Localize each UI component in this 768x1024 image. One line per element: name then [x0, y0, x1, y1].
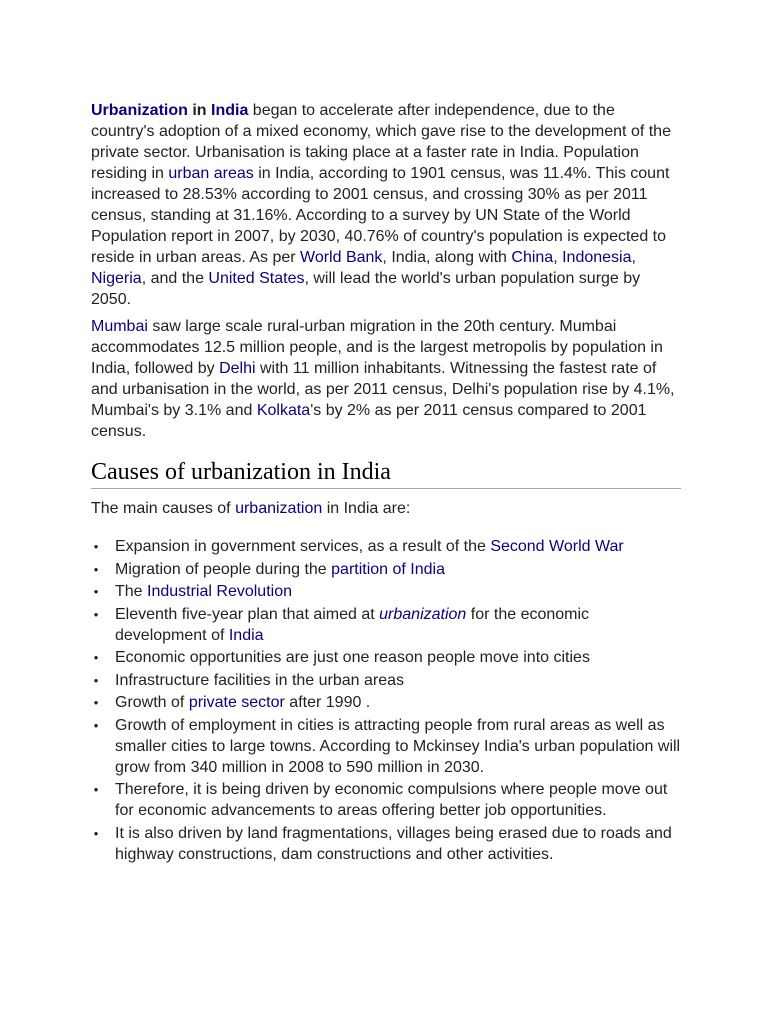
text-separator: ,	[631, 249, 636, 266]
list-item	[91, 559, 681, 580]
link-urbanization-italic[interactable]: urbanization	[379, 605, 467, 623]
paragraph-migration	[91, 316, 681, 442]
list-item-text: Expansion in government services, as a result of the	[115, 538, 491, 555]
text-segment: in India, according to 1901 census, was 11.4%. This count increased to 28.53% according to 2001 census, and crossing 30% as per 2011 census, standing at 31.16%. According to a survey by UN State of the World Population report in 2007, by 2030, 40.76% of country's population is expected to reside in urban areas. As per	[91, 165, 670, 266]
bullet-icon	[91, 604, 101, 625]
link-delhi[interactable]: Delhi	[219, 360, 256, 377]
causes-list	[91, 536, 681, 865]
link-indonesia[interactable]: Indonesia	[562, 249, 632, 266]
text-segment: , and the	[141, 270, 209, 287]
list-item-text: It is also driven by land fragmentations, villages being erased due to roads and highway constructions, dam constructions and other activities.	[115, 824, 672, 863]
list-item-text: Eleventh five-year plan that aimed at	[115, 605, 380, 623]
list-item	[91, 779, 681, 821]
text-segment: The main causes of	[91, 500, 236, 517]
bullet-icon	[91, 779, 101, 800]
text-segment: saw large scale rural-urban migration in the 20th century. Mumbai accommodates 12.5 million people, and is the largest metropolis by population in India, followed by	[91, 318, 663, 377]
list-item-text: after 1990 .	[284, 694, 371, 711]
link-india-list[interactable]: India	[228, 626, 264, 644]
bullet-icon	[91, 581, 101, 602]
list-item	[91, 581, 681, 602]
link-private-sector[interactable]: private sector	[188, 694, 285, 711]
link-nigeria[interactable]: Nigeria	[91, 270, 142, 287]
link-partition-of-india[interactable]: partition of India	[331, 560, 445, 578]
text-segment: , will lead the world's urban population surge by 2050.	[91, 270, 641, 308]
link-united-states[interactable]: United States	[208, 270, 305, 287]
bullet-icon	[91, 715, 101, 736]
bullet-icon	[91, 536, 101, 557]
text-segment: with 11 million inhabitants. Witnessing the fastest rate of and urbanisation in the world, as per 2011 census, Delhi's population rise by 4.1%, Mumbai's by 3.1% and	[91, 360, 675, 419]
list-item-text: Growth of employment in cities is attracting people from rural areas as well as smaller cities to large towns. According to Mckinsey India's urban population will grow from 340 million in 2008 to 590 million in 2030.	[115, 716, 681, 776]
link-kolkata[interactable]: Kolkata	[256, 402, 311, 419]
link-china[interactable]: China	[511, 249, 554, 266]
bullet-icon	[91, 559, 101, 580]
list-item-text: Growth of	[115, 694, 189, 711]
link-urbanization[interactable]: Urbanization	[91, 102, 188, 119]
link-second-world-war[interactable]: Second World War	[490, 538, 624, 555]
list-item	[91, 670, 681, 691]
paragraph-urbanization-overview	[91, 100, 681, 310]
article-body	[91, 100, 681, 866]
text-separator: ,	[553, 249, 563, 266]
list-item-text: Migration of people during the	[115, 560, 332, 578]
list-item-text: for the economic development of	[115, 605, 590, 644]
text-in: in	[187, 102, 211, 119]
list-item	[91, 647, 681, 668]
list-item	[91, 715, 681, 778]
text-segment: 's by 2% as per 2011 census compared to 2001 census.	[91, 402, 647, 440]
link-urbanization-intro[interactable]: urbanization	[235, 500, 323, 517]
link-world-bank[interactable]: World Bank	[300, 249, 383, 266]
text-segment: began to accelerate after independence, due to the country's adoption of a mixed economy, which gave rise to the development of the private sector. Urbanisation is taking place at a faster rate in India. Population residing in	[91, 102, 671, 182]
list-item-text: The	[115, 583, 148, 600]
list-item	[91, 604, 681, 646]
list-item-text: Therefore, it is being driven by economic compulsions where people move out for economic advancements to areas offering better job opportunities.	[115, 781, 668, 819]
list-item-text: Economic opportunities are just one reason people move into cities	[115, 649, 590, 666]
text-segment: , India, along with	[382, 249, 512, 266]
list-item	[91, 536, 681, 557]
section-heading: Causes of urbanization in India	[91, 458, 681, 489]
bullet-icon	[91, 823, 101, 844]
bullet-icon	[91, 647, 101, 668]
link-urban-areas[interactable]: urban areas	[168, 165, 254, 182]
link-mumbai[interactable]: Mumbai	[91, 318, 148, 335]
text-segment: in India are:	[322, 500, 411, 517]
bullet-icon	[91, 692, 101, 713]
list-item-text: Infrastructure facilities in the urban areas	[115, 671, 405, 689]
link-india[interactable]: India	[211, 102, 249, 119]
link-industrial-revolution[interactable]: Industrial Revolution	[147, 583, 292, 600]
list-item	[91, 692, 681, 713]
list-item	[91, 823, 681, 865]
section-intro	[91, 498, 681, 519]
bullet-icon	[91, 670, 101, 691]
